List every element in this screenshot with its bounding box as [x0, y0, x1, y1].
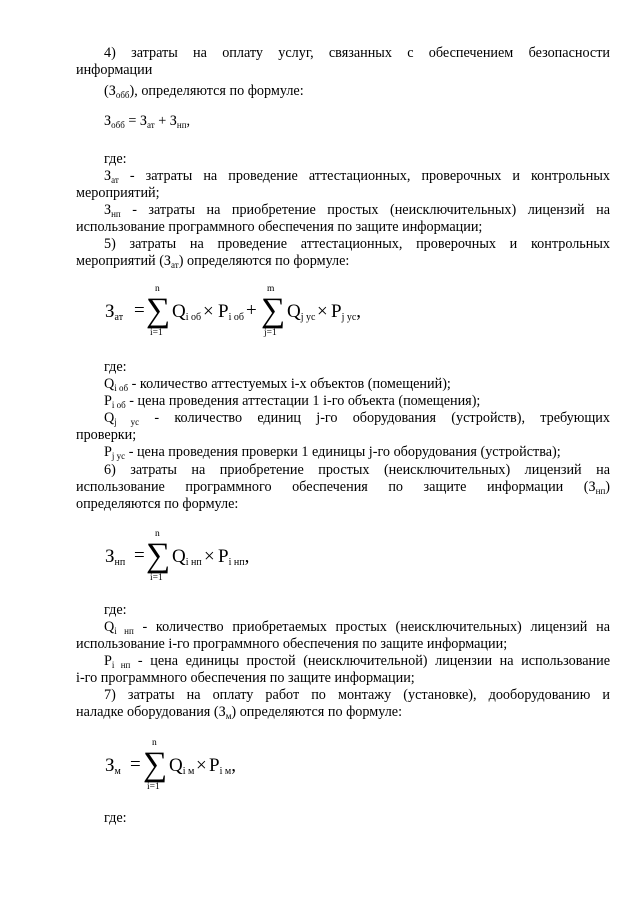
- paragraph-line: $Q_{i нп}$ - количество приобретаемых простых (неисключительных) лицензий на: [104, 619, 610, 636]
- paragraph-line: 4) затраты на оплату услуг, связанных с обеспечением безопасности: [104, 45, 610, 61]
- paragraph-line: 7) затраты на оплату работ по монтажу (установке), дооборудованию и: [104, 687, 610, 703]
- paragraph-line: $Q_{i об}$ - количество аттестуемых i-х объектов (помещений);: [104, 376, 451, 393]
- paragraph-line: где:: [104, 602, 127, 618]
- paragraph-line: 6) затраты на приобретение простых (неисключительных) лицензий на: [104, 462, 610, 478]
- paragraph-line: $P_{j ус}$ - цена проведения проверки 1 единицы j-го оборудования (устройства);: [104, 444, 561, 461]
- sum-symbol: ∑: [143, 746, 168, 783]
- paragraph-line: определяются по формуле:: [76, 496, 239, 512]
- sum-symbol: ∑: [146, 292, 171, 329]
- paragraph-line: $Q_{j ус}$ - количество единиц j-го оборудования (устройств), требующих: [104, 410, 610, 427]
- paragraph-line: i-го программного обеспечения по защите информации;: [76, 670, 415, 686]
- paragraph-line: использование i-го программного обеспечения по защите информации;: [76, 636, 508, 652]
- paragraph-line: $P_{i нп}$ - цена единицы простой (неисключительной) лицензии на использование: [104, 653, 610, 670]
- paragraph-line: где:: [104, 359, 127, 375]
- paragraph-line: мероприятий $(З_{ат})$ определяются по формуле:: [76, 253, 350, 270]
- paragraph-line: $P_{i об}$ - цена проведения аттестации 1 i-го объекта (помещения);: [104, 393, 481, 410]
- paragraph-line: $(З_{обб})$, определяются по формуле:: [104, 83, 304, 100]
- paragraph-line: наладке оборудования $(З_м)$ определяются по формуле:: [76, 704, 403, 721]
- sum-symbol: ∑: [146, 537, 171, 574]
- formula-zobb: $З_{обб} = З_{ат} + З_{нп}$,: [104, 113, 191, 130]
- paragraph-line: проверки;: [76, 427, 137, 443]
- paragraph-line: информации: [76, 62, 153, 78]
- paragraph-line: использование программного обеспечения по защите информации;: [76, 219, 483, 235]
- paragraph-line: использование программного обеспечения по защите информации $(З_{нп})$: [76, 479, 610, 496]
- paragraph-line: мероприятий;: [76, 185, 160, 201]
- document-page: 4) затраты на оплату услуг, связанных с обеспечением безопасности информации $(З_{обб})$, определяются по формуле: $З_{обб} = З_{ат} + З_{нп}$, где: $З_{ат}$ - затраты на проведение аттестационных, проверочных и контрольных мероприятий; $З_{нп}$ - затраты на приобретение простых (неисключительных) лицензий на использование программного обеспечения по защите информации; 5) затраты на проведение аттестационных, проверочных и контрольных мероприятий $(З_{ат})$ определяются по формуле: $З_{ат}$ = n ∑ i=1 $Q_{i об}$ × $P_{i об}$ + m ∑ j=1 $Q_{j ус}$ × $P_{j ус}$, где: $Q_{i об}$ - количество аттестуемых i-х объектов (помещений); $P_{i об}$ - цена проведения аттестации 1 i-го объекта (помещения); $Q_{j ус}$ - количество единиц j-го оборудования (устройств), требующих проверки; $P_{j ус}$ - цена проведения проверки 1 единицы j-го оборудования (устройства); 6) затраты на приобретение простых (неисключительных) лицензий на использование программного обеспечения по защите информации $(З_{нп})$ определяются по формуле: $З_{нп}$ = n ∑ i=1 $Q_{i нп}$ × $P_{i нп}$, где: $Q_{i нп}$ - количество приобретаемых простых (неисключительных) лицензий на использование i-го программного обеспечения по защите информации; $P_{i нп}$ - цена единицы простой (неисключительной) лицензии на использование i-го программного обеспечения по защите информации; 7) затраты на оплату работ по монтажу (установке), дооборудованию и наладке оборудования $(З_м)$ определяются по формуле: $З_м$ = n ∑ i=1 $Q_{i м}$ × $P_{i м}$, где:: [76, 45, 610, 826]
- paragraph-line: где:: [104, 151, 127, 167]
- paragraph-line: 5) затраты на проведение аттестационных, проверочных и контрольных: [104, 236, 610, 252]
- paragraph-line: $З_{нп}$ - затраты на приобретение простых (неисключительных) лицензий на: [104, 202, 610, 219]
- paragraph-line: $З_{ат}$ - затраты на проведение аттестационных, проверочных и контрольных: [104, 168, 610, 185]
- paragraph-line: где:: [104, 810, 127, 826]
- sum-symbol: ∑: [261, 292, 286, 329]
